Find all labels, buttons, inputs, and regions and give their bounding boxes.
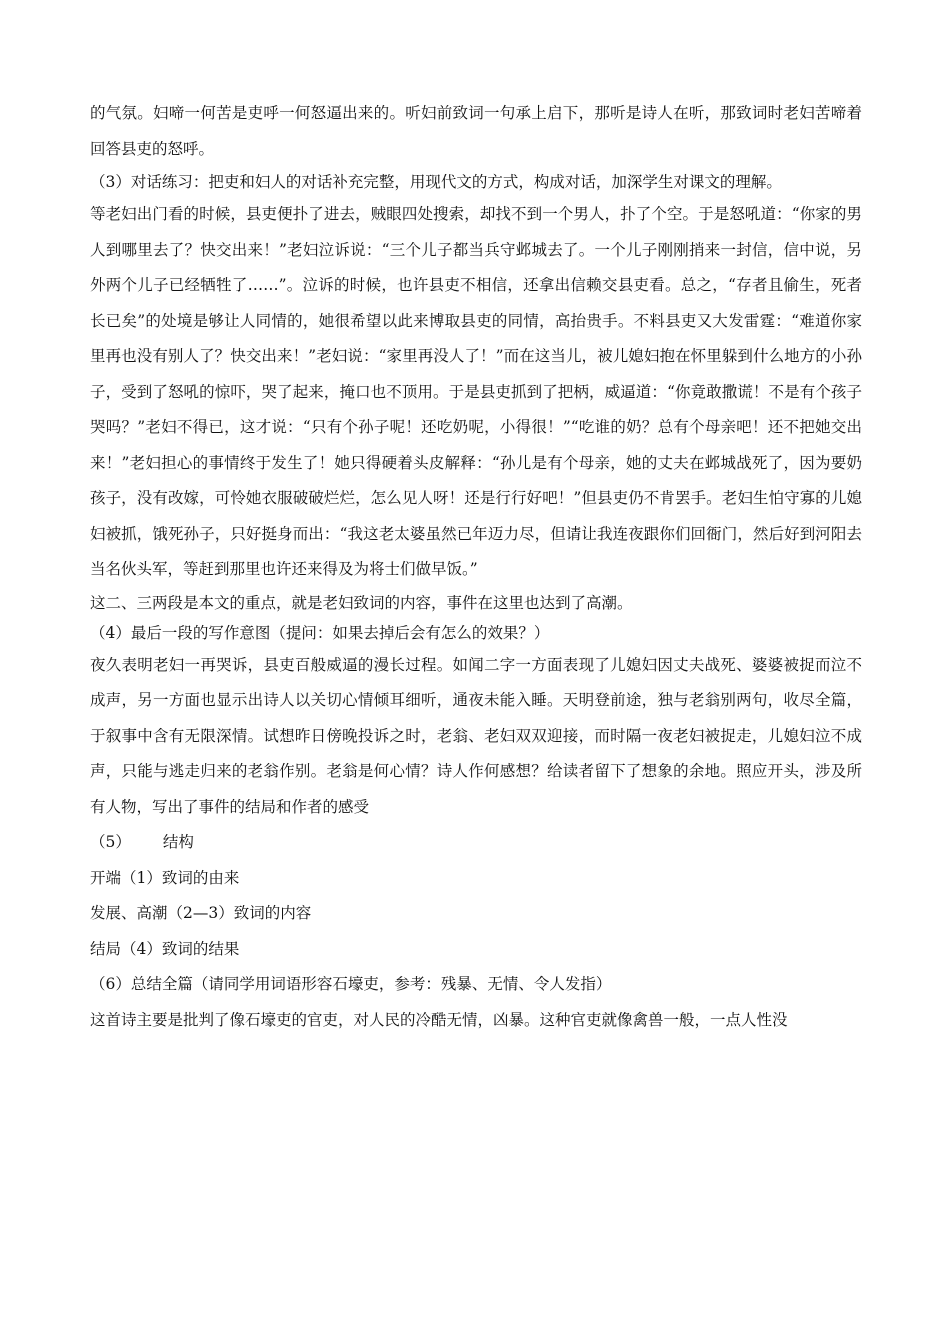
paragraph-last-stanza-heading: （4）最后一段的写作意图（提问：如果去掉后会有怎么的效果？）: [90, 623, 550, 642]
structure-item-opening: 开端（1）致词的由来: [90, 868, 240, 887]
summary-heading: （6）总结全篇（请同学用词语形容石壕吏，参考：残暴、无情、令人发指）: [90, 975, 612, 993]
document-page: [90, 96, 862, 1038]
structure-heading-number: （5）: [90, 833, 131, 851]
paragraph-dialogue-exercise: 等老妇出门看的时候，县吏便扑了进去，贼眼四处搜索，却找不到一个男人，扑了个空。于是怒吼道：“你家的男人到哪里去了？快交出来！”老妇泣诉说：“三个儿子都当兵守邺城去了。一个儿子刚刚捎来一封信，信中说，另外两个儿子已经牺牲了……”。泣诉的时候，也许县吏不相信，还拿出信赖交县吏看。总之，“存者且偷生，死者长已矣”的处境是够让人同情的，她很希望以此来博取县吏的同情，高抬贵手。不料县吏又大发雷霆：“难道你家里再也没有别人了？快交出来！”老妇说：“家里再没人了！”而在这当儿，被儿媳妇抱在怀里躲到什么地方的小孙子，受到了怒吼的惊吓，哭了起来，掩口也不顶用。于是县吏抓到了把柄，威逼道：“你竟敢撒谎！不是有个孩子哭吗？”老妇不得已，这才说：“只有个孙子呢！还吃奶呢，小得很！”“吃谁的奶？总有个母亲吧！还不把她交出来！”老妇担心的事情终于发生了！她只得硬着头皮解释：“孙儿是有个母亲，她的丈夫在邺城战死了，因为要奶孩子，没有改嫁，可怜她衣服破破烂烂，怎么见人呀！还是行行好吧！”但县吏仍不肯罢手。老妇生怕守寡的儿媳妇被抓，饿死孙子，只好挺身而出：“我这老太婆虽然已年迈力尽，但请让我连夜跟你们回衙门，然后好到河阳去当名伙头军，等赶到那里也许还来得及为将士们做早饭。”: [90, 205, 862, 578]
paragraph-last-stanza-analysis: 夜久表明老妇一再哭诉，县吏百般威逼的漫长过程。如闻二字一方面表现了儿媳妇因丈夫战死、婆婆被捉而泣不成声，另一方面也显示出诗人以关切心情倾耳细听，通夜未能入睡。天明登前途，独与老翁别两句，收尽全篇，于叙事中含有无限深情。试想昨日傍晚投诉之时，老翁、老妇双双迎接，而时隔一夜老妇被捉走，儿媳妇泣不成声，只能与逃走归来的老翁作别。老翁是何心情？诗人作何感想？给读者留下了想象的余地。照应开头，涉及所有人物，写出了事件的结局和作者的感受: [90, 655, 862, 816]
structure-item-ending: 结局（4）致词的结果: [90, 939, 240, 958]
structure-heading-text: 结构: [162, 833, 194, 851]
structure-item-climax: 发展、高潮（2—3）致词的内容: [90, 904, 312, 922]
summary-text: 这首诗主要是批判了像石壕吏的官吏，对人民的冷酷无情，凶暴。这种官吏就像禽兽一般，一点人性没: [90, 1010, 788, 1029]
paragraph-dialogue-exercise-heading: （3）对话练习：把吏和妇人的对话补充完整，用现代文的方式，构成对话，加深学生对课文的理解。: [90, 173, 782, 191]
structure-heading: [90, 825, 862, 861]
paragraph-intro-analysis: 的气氛。妇啼一何苦是吏呼一何怒逼出来的。听妇前致词一句承上启下，那听是诗人在听，那致词时老妇苦啼着回答县吏的怒呼。: [90, 104, 862, 158]
paragraph-key-section-note: 这二、三两段是本文的重点，就是老妇致词的内容，事件在这里也达到了高潮。: [90, 593, 633, 612]
